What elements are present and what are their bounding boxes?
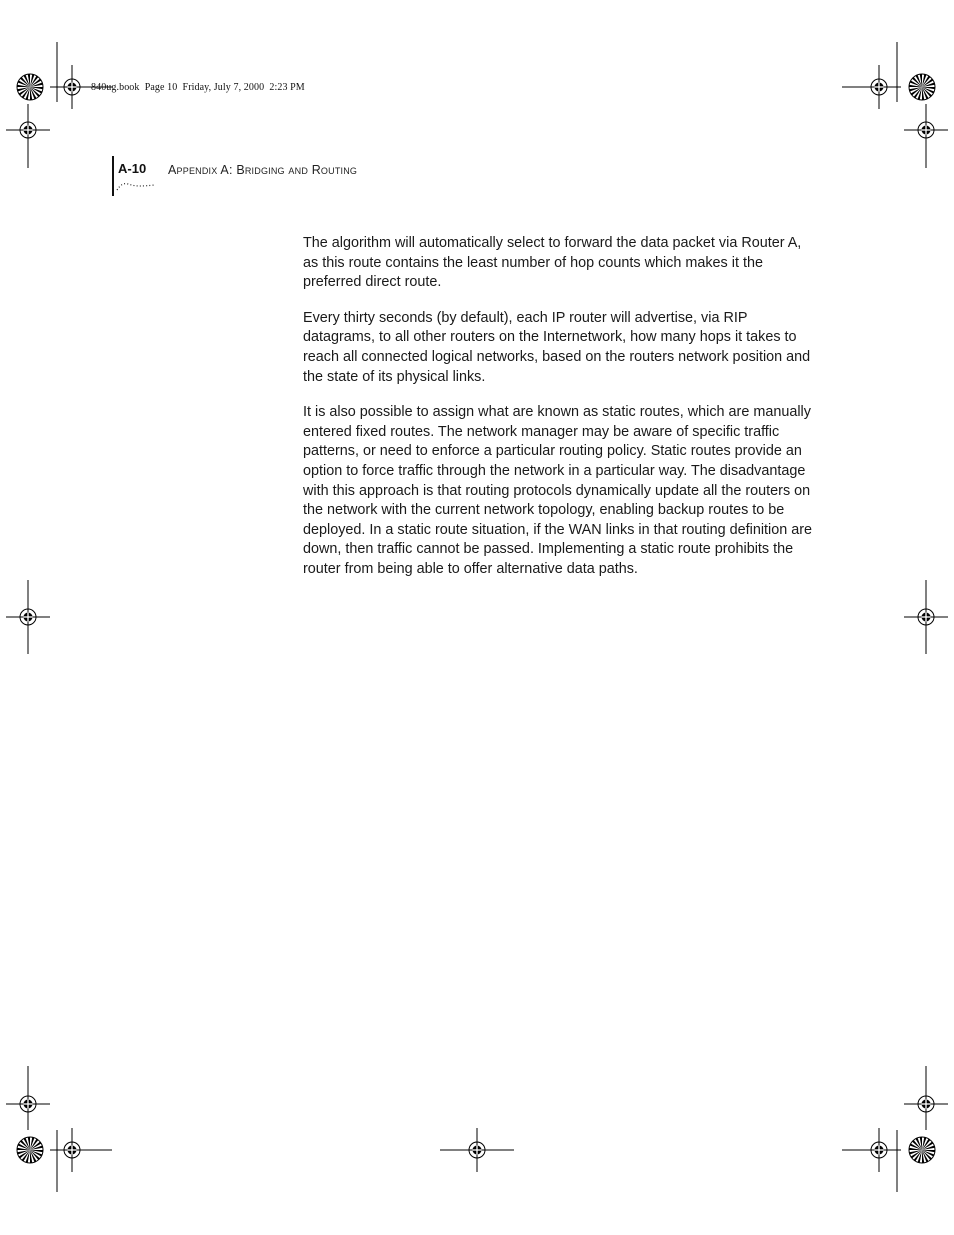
paragraph: Every thirty seconds (by default), each IP router will advertise, via RIP datagrams, to all other routers on the Internetwork, how many hops it takes to reach all connected logical networks, based on the routers network position and the state of its physical links. bbox=[303, 309, 811, 385]
body-text bbox=[303, 234, 815, 596]
star-target bbox=[909, 74, 935, 100]
page-number: A-10 bbox=[118, 161, 147, 176]
registration-mark bbox=[857, 1128, 901, 1172]
star-target bbox=[17, 74, 43, 100]
star-target bbox=[17, 1137, 43, 1163]
dotted-rule bbox=[116, 180, 156, 192]
paragraph: It is also possible to assign what are known as static routes, which are manually entered fixed routes. The network manager may be aware of specific traffic patterns, or need to enforce a particular routing policy. Static routes provide an option to force traffic through the network in a particular way. The disadvantage with this approach is that routing protocols dynamically update all the routers on the network with the current network topology, enabling backup routes to be deployed. In a static route situation, if the WAN links in that routing definition are down, then traffic cannot be passed. Implementing a static route prohibits the router from being able to offer alternative data paths. bbox=[303, 404, 813, 577]
registration-mark bbox=[6, 108, 50, 152]
page-header bbox=[112, 156, 412, 196]
star-target bbox=[909, 1137, 935, 1163]
registration-mark bbox=[904, 595, 948, 639]
paragraph: The algorithm will automatically select to forward the data packet via Router A, as this route contains the least number of hop counts which makes it the preferred direct route. bbox=[303, 235, 802, 291]
registration-mark bbox=[6, 595, 50, 639]
header-rule bbox=[112, 156, 114, 196]
registration-mark bbox=[857, 65, 901, 109]
registration-mark bbox=[6, 1082, 50, 1126]
registration-mark bbox=[904, 108, 948, 152]
running-head: Appendix A: Bridging and Routing bbox=[168, 163, 358, 177]
registration-mark bbox=[455, 1128, 499, 1172]
slug-line: 840ug.book Page 10 Friday, July 7, 2000 2:23 PM bbox=[91, 82, 305, 93]
registration-mark bbox=[904, 1082, 948, 1126]
